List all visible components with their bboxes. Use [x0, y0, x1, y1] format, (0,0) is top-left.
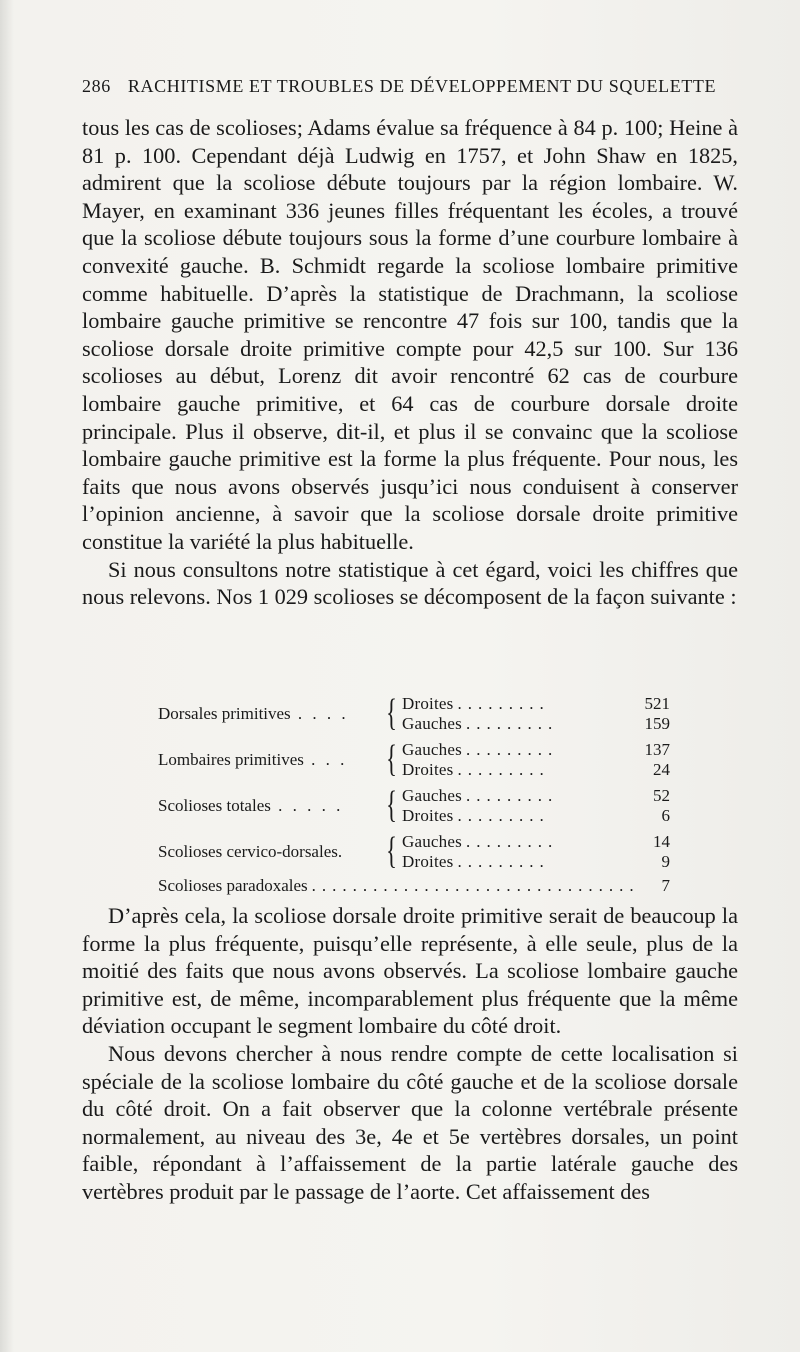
stats-row: Droites ......... 521 [402, 694, 670, 713]
stats-row: Gauches ......... 137 [402, 740, 670, 759]
paragraph-continuation: tous les cas de scolioses; Adams évalue sa fréquence à 84 p. 100; Heine à 81 p. 100. Cependant déjà Ludwig en 1757, et John Shaw en 1825, admirent que la scoliose débute toujours par la région lombaire. W. Mayer, en examinant 336 jeunes filles fréquentant les écoles, a trouvé que la scoliose débute toujours sous la forme d’une courbure lombaire à convexité gauche. B. Schmidt regarde la scoliose lombaire primitive comme habituelle. D’après la statistique de Drachmann, la scoliose lombaire gauche primitive se rencontre 47 fois sur 100, tandis que la scoliose dorsale droite primitive compte pour 42,5 sur 100. Sur 136 scolioses au début, Lorenz dit avoir rencontré 62 cas de courbure lombaire gauche primitive, et 64 cas de courbure dorsale droite principale. Plus il observe, dit-il, et plus il se convainc que la scoliose lombaire gauche primitive est la forme la plus fréquente. Pour nous, les faits que nous avons observés jusqu’ici nous conduisent à conserver l’opinion ancienne, à savoir que la scoliose dorsale droite primitive constitue la variété la plus habituelle. [82, 115, 738, 554]
paragraph-conclusion: D’après cela, la scoliose dorsale droite primitive serait de beaucoup la forme la plus fréquente, puisqu’elle représente, à elle seule, plus de la moitié des faits que nous avons observés. La scoliose lombaire gauche primitive est, de même, incomparablement plus fréquente que la même déviation occupant le segment lombaire du côté droit. [82, 903, 738, 1039]
row-label: Gauches [402, 714, 462, 733]
row-label: Gauches [402, 740, 462, 759]
row-label: Gauches [402, 786, 462, 805]
row-label: Droites [402, 760, 454, 779]
stats-row: Gauches ......... 14 [402, 832, 670, 851]
row-label: Gauches [402, 832, 462, 851]
row-value: 159 [644, 714, 670, 733]
body-text-bottom [82, 902, 738, 1206]
body-text-top [82, 114, 738, 611]
stats-row: Gauches ......... 52 [402, 786, 670, 805]
stats-group-lombaires: Lombaires primitives . . . { Gauches ......... 137 Droites ......... 24 [158, 738, 670, 780]
group-label: Scolioses totales [158, 796, 271, 815]
statistics-table [158, 692, 670, 900]
row-value: 6 [661, 806, 670, 825]
brace-icon: { [386, 738, 397, 780]
stats-row: Droites ......... 9 [402, 852, 670, 871]
stats-row: Droites ......... 24 [402, 760, 670, 779]
page-number: 286 [82, 76, 111, 96]
row-value: 137 [644, 740, 670, 759]
group-label: Lombaires primitives [158, 750, 304, 769]
brace-icon: { [386, 784, 397, 826]
row-label: Droites [402, 852, 454, 871]
stats-row-paradoxales: Scolioses paradoxales ................................ 7 [158, 876, 670, 900]
row-value: 52 [653, 786, 670, 805]
paragraph-statistique-intro: Si nous consultons notre statistique à cet égard, voici les chiffres que nous relevons. Nos 1 029 scolioses se décomposent de la façon suivante : [82, 556, 738, 610]
stats-group-cervico-dorsales: Scolioses cervico-dorsales. { Gauches ......... 14 Droites ......... 9 [158, 830, 670, 872]
stats-row: Gauches ......... 159 [402, 714, 670, 733]
row-value: 24 [653, 760, 670, 779]
stats-group-dorsales: Dorsales primitives . . . . { Droites ......... 521 Gauches ......... 159 [158, 692, 670, 734]
stats-row: Droites ......... 6 [402, 806, 670, 825]
group-label: Dorsales primitives [158, 704, 291, 723]
paragraph-localisation: Nous devons chercher à nous rendre compte de cette localisation si spéciale de la scoliose lombaire du côté gauche et de la scoliose dorsale du côté droit. On a fait observer que la colonne vertébrale présente normalement, au niveau des 3e, 4e et 5e vertèbres dorsales, un point faible, répondant à l’affaissement de la partie latérale gauche des vertèbres produit par le passage de l’aorte. Cet affaissement des [82, 1040, 738, 1204]
row-value: 14 [653, 832, 670, 851]
running-header [82, 76, 722, 97]
brace-icon: { [386, 830, 397, 872]
stats-group-totales: Scolioses totales . . . . . { Gauches ......... 52 Droites ......... 6 [158, 784, 670, 826]
group-label: Scolioses cervico-dorsales [158, 842, 338, 861]
row-label: Scolioses paradoxales [158, 876, 308, 895]
row-value: 521 [644, 694, 670, 713]
row-label: Droites [402, 694, 454, 713]
row-value: 7 [661, 876, 670, 895]
row-label: Droites [402, 806, 454, 825]
row-value: 9 [661, 852, 670, 871]
brace-icon: { [386, 692, 397, 734]
running-title: RACHITISME ET TROUBLES DE DÉVELOPPEMENT DU SQUELETTE [127, 76, 717, 96]
